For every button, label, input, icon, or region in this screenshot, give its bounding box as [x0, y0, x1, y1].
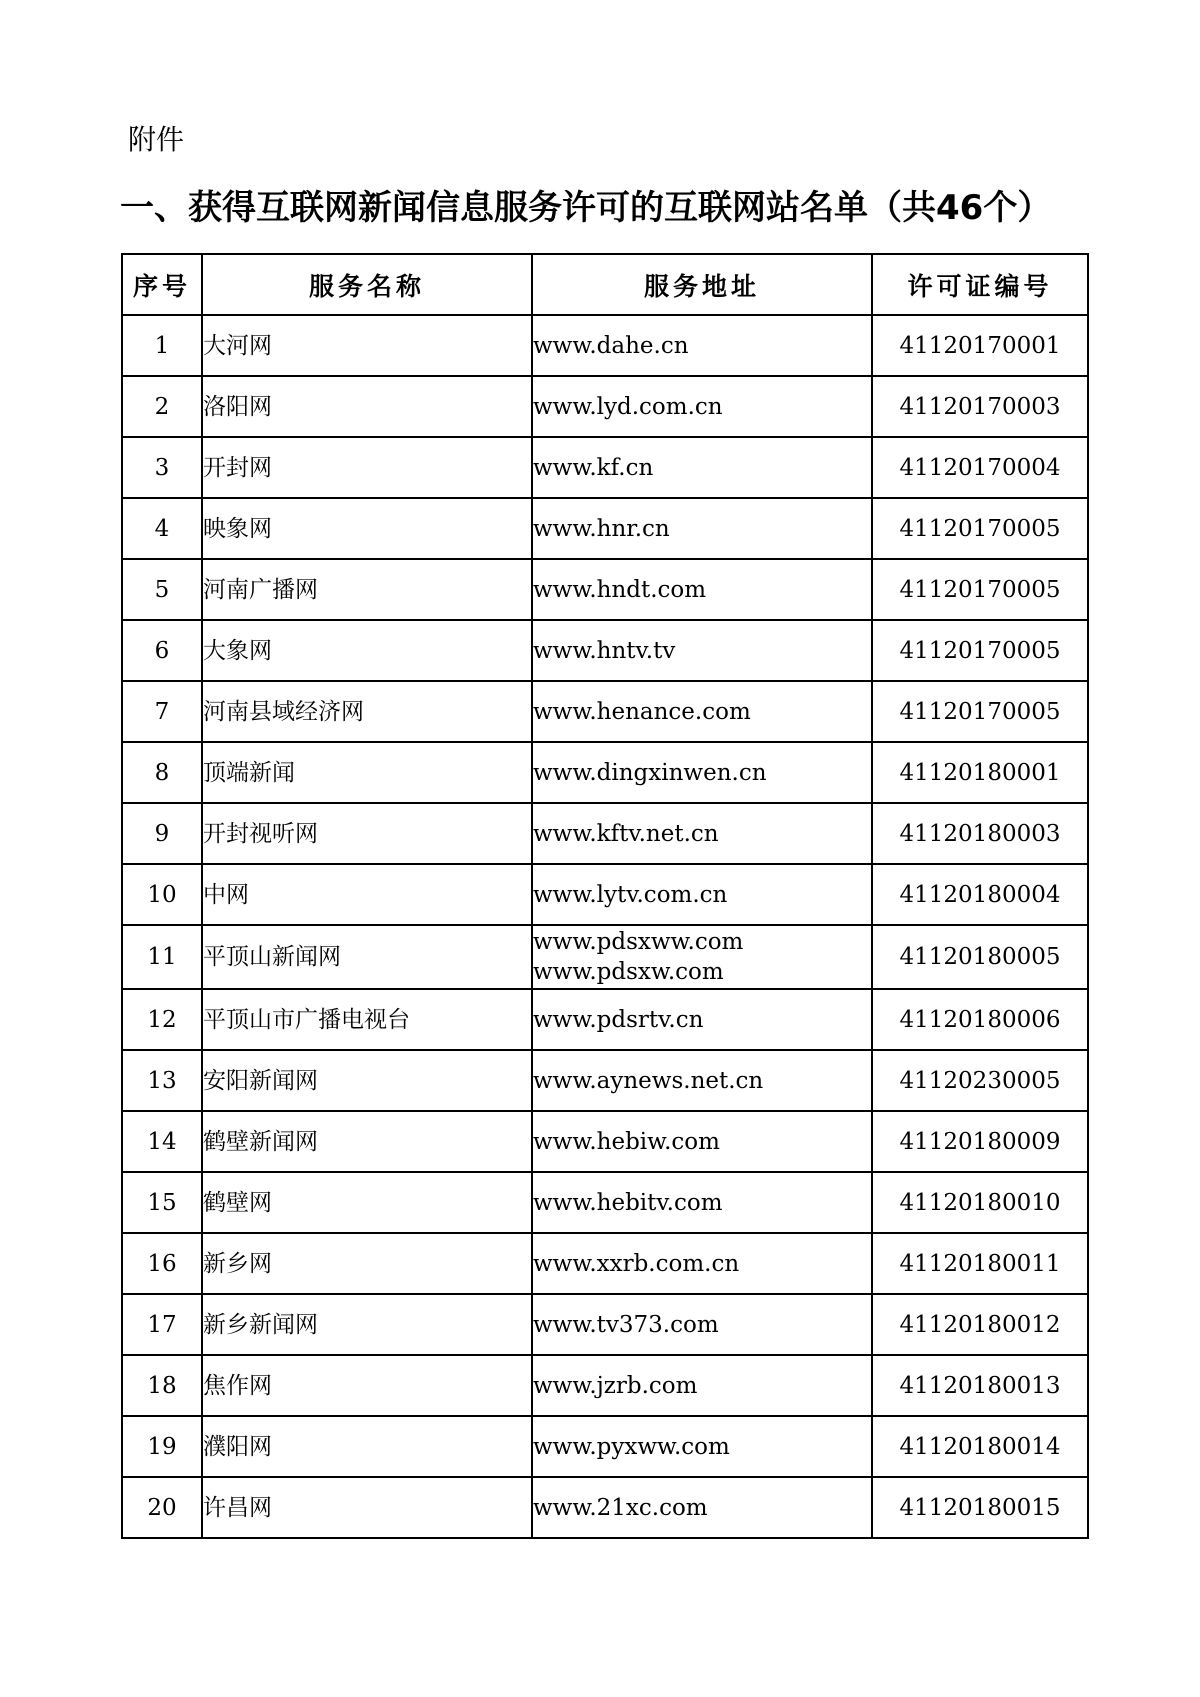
row-number: 6: [122, 620, 202, 681]
service-address: [532, 803, 872, 864]
service-address: [532, 620, 872, 681]
service-address: [532, 1233, 872, 1294]
service-name: 安阳新闻网: [202, 1050, 532, 1111]
license-number: 41120170005: [872, 681, 1088, 742]
service-name: 濮阳网: [202, 1416, 532, 1477]
license-number: 41120170001: [872, 315, 1088, 376]
service-address: [532, 315, 872, 376]
row-number: 1: [122, 315, 202, 376]
license-number: 41120170005: [872, 498, 1088, 559]
service-address: [532, 437, 872, 498]
table-row: [122, 742, 1088, 803]
row-number: 2: [122, 376, 202, 437]
row-number: 12: [122, 989, 202, 1050]
license-number: 41120170003: [872, 376, 1088, 437]
table-row: [122, 864, 1088, 925]
header-no: 序号: [122, 254, 202, 315]
header-license-number: 许可证编号: [872, 254, 1088, 315]
service-name: 开封网: [202, 437, 532, 498]
service-url: www.kf.cn: [533, 454, 654, 481]
row-number: 16: [122, 1233, 202, 1294]
license-number: 41120180013: [872, 1355, 1088, 1416]
service-name: 平顶山市广播电视台: [202, 989, 532, 1050]
table-row: [122, 681, 1088, 742]
service-url: www.pdsxww.com: [533, 929, 744, 955]
service-url: www.dahe.cn: [533, 332, 689, 359]
service-address: [532, 1355, 872, 1416]
license-number: 41120170005: [872, 620, 1088, 681]
service-address: [532, 498, 872, 559]
service-name: 许昌网: [202, 1477, 532, 1538]
license-number: 41120180003: [872, 803, 1088, 864]
license-number: 41120180012: [872, 1294, 1088, 1355]
table-row: [122, 315, 1088, 376]
row-number: 20: [122, 1477, 202, 1538]
service-name: 鹤壁新闻网: [202, 1111, 532, 1172]
service-name: 大象网: [202, 620, 532, 681]
service-name: 顶端新闻: [202, 742, 532, 803]
service-name: 河南县域经济网: [202, 681, 532, 742]
license-number: 41120180005: [872, 925, 1088, 989]
service-name: 中网: [202, 864, 532, 925]
license-number: 41120180001: [872, 742, 1088, 803]
row-number: 15: [122, 1172, 202, 1233]
service-address: [532, 1050, 872, 1111]
table-row: [122, 1172, 1088, 1233]
row-number: 3: [122, 437, 202, 498]
table-row: [122, 1477, 1088, 1538]
row-number: 19: [122, 1416, 202, 1477]
license-number: 41120170004: [872, 437, 1088, 498]
row-number: 10: [122, 864, 202, 925]
license-number: 41120180011: [872, 1233, 1088, 1294]
service-url: www.xxrb.com.cn: [533, 1250, 740, 1277]
license-number: 41120170005: [872, 559, 1088, 620]
license-number: 41120180006: [872, 989, 1088, 1050]
table-row: [122, 1233, 1088, 1294]
table-row: [122, 498, 1088, 559]
row-number: 4: [122, 498, 202, 559]
header-service-name: 服务名称: [202, 254, 532, 315]
service-name: 大河网: [202, 315, 532, 376]
table-header-row: [122, 254, 1088, 315]
service-url: www.lyd.com.cn: [533, 393, 723, 420]
service-address: [532, 989, 872, 1050]
license-number: 41120230005: [872, 1050, 1088, 1111]
service-address: [532, 559, 872, 620]
service-address: [532, 1111, 872, 1172]
service-name: 河南广播网: [202, 559, 532, 620]
row-number: 7: [122, 681, 202, 742]
service-url: www.hndt.com: [533, 576, 707, 603]
license-number: 41120180014: [872, 1416, 1088, 1477]
table-row: [122, 925, 1088, 989]
table-row: [122, 559, 1088, 620]
table-row: [122, 376, 1088, 437]
service-name: 新乡新闻网: [202, 1294, 532, 1355]
service-url: www.tv373.com: [533, 1311, 719, 1338]
service-url: www.kftv.net.cn: [533, 820, 719, 847]
license-number: 41120180004: [872, 864, 1088, 925]
service-url: www.pdsrtv.cn: [533, 1006, 704, 1033]
row-number: 18: [122, 1355, 202, 1416]
service-url: www.dingxinwen.cn: [533, 759, 767, 786]
service-address: [532, 376, 872, 437]
service-name: 平顶山新闻网: [202, 925, 532, 989]
row-number: 17: [122, 1294, 202, 1355]
license-number: 41120180010: [872, 1172, 1088, 1233]
table-row: [122, 1050, 1088, 1111]
service-name: 鹤壁网: [202, 1172, 532, 1233]
service-url: www.pyxww.com: [533, 1433, 730, 1460]
licensed-sites-table: [121, 253, 1089, 1539]
table-row: [122, 620, 1088, 681]
service-address: [532, 925, 872, 989]
service-address: [532, 1172, 872, 1233]
table-body: [122, 315, 1088, 1538]
service-url: www.lytv.com.cn: [533, 881, 728, 908]
service-url: www.aynews.net.cn: [533, 1067, 764, 1094]
table-row: [122, 989, 1088, 1050]
table-row: [122, 1416, 1088, 1477]
service-url: www.hnr.cn: [533, 515, 670, 542]
service-name: 焦作网: [202, 1355, 532, 1416]
table-row: [122, 1355, 1088, 1416]
service-address: [532, 1416, 872, 1477]
service-address: [532, 864, 872, 925]
license-number: 41120180015: [872, 1477, 1088, 1538]
row-number: 14: [122, 1111, 202, 1172]
service-name: 开封视听网: [202, 803, 532, 864]
service-address: [532, 742, 872, 803]
row-number: 11: [122, 925, 202, 989]
service-name: 映象网: [202, 498, 532, 559]
service-address: [532, 681, 872, 742]
service-url: www.pdsxw.com: [533, 959, 724, 985]
row-number: 5: [122, 559, 202, 620]
service-url: www.henance.com: [533, 698, 751, 725]
row-number: 9: [122, 803, 202, 864]
service-url: www.jzrb.com: [533, 1372, 698, 1399]
service-url: www.21xc.com: [533, 1494, 708, 1521]
service-name: 洛阳网: [202, 376, 532, 437]
table-row: [122, 437, 1088, 498]
service-address: [532, 1294, 872, 1355]
table-row: [122, 1111, 1088, 1172]
service-url: www.hebiw.com: [533, 1128, 720, 1155]
service-name: 新乡网: [202, 1233, 532, 1294]
table-row: [122, 1294, 1088, 1355]
table-row: [122, 803, 1088, 864]
service-url: www.hntv.tv: [533, 637, 676, 664]
service-address: [532, 1477, 872, 1538]
document-title: 一、获得互联网新闻信息服务许可的互联网站名单（共46个）: [120, 188, 1052, 228]
header-service-address: 服务地址: [532, 254, 872, 315]
row-number: 13: [122, 1050, 202, 1111]
license-number: 41120180009: [872, 1111, 1088, 1172]
attachment-label: 附件: [128, 123, 185, 156]
service-url: www.hebitv.com: [533, 1189, 723, 1216]
row-number: 8: [122, 742, 202, 803]
